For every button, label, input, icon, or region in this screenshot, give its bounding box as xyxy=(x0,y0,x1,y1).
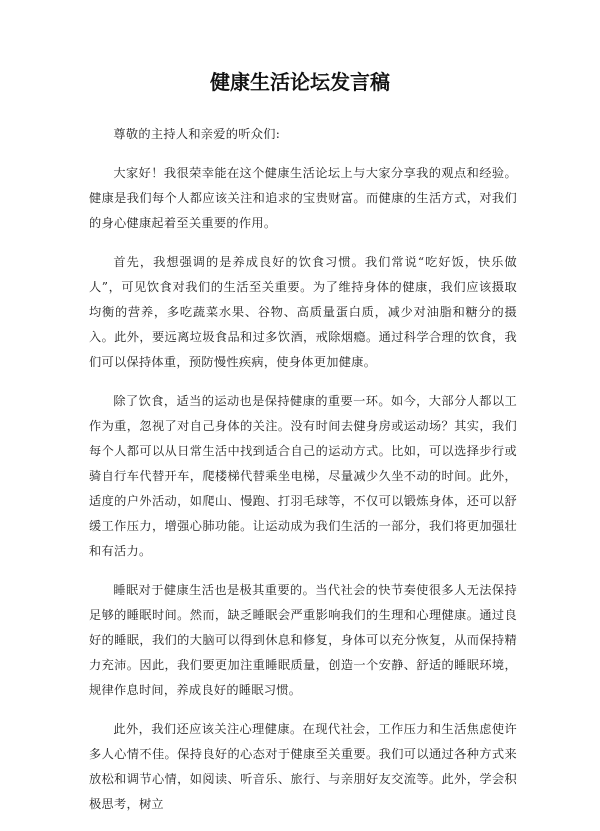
paragraph-exercise: 除了饮食，适当的运动也是保持健康的重要一环。如今，大部分人都以工作为重，忽视了对自己身体的关注。没有时间去健身房或运动场？其实，我们每个人都可以从日常生活中找到适合自己的运动方式。比如，可以选择步行或骑自行车代替开车，爬楼梯代替乘坐电梯，尽量减少久坐不动的时间。此外，适度的户外活动，如爬山、慢跑、打羽毛球等，不仅可以锻炼身体，还可以舒缓工作压力，增强心肺功能。让运动成为我们生活的一部分，我们将更加强壮和有活力。 xyxy=(89,394,517,558)
paragraph-diet: 首先，我想强调的是养成良好的饮食习惯。我们常说“吃好饭，快乐做人”，可见饮食对我们的生活至关重要。为了维持身体的健康，我们应该摄取均衡的营养，多吃蔬菜水果、谷物、高质量蛋白质，减少对油脂和糖分的摄入。此外，要远离垃圾食品和过多饮酒，戒除烟瘾。通过科学合理的饮食，我们可以保持体重，预防慢性疾病，使身体更加健康。 xyxy=(89,255,517,369)
paragraph-greeting: 大家好！我很荣幸能在这个健康生活论坛上与大家分享我的观点和经验。健康是我们每个人都应该关注和追求的宝贵财富。而健康的生活方式，对我们的身心健康起着至关重要的作用。 xyxy=(89,166,517,230)
page-title: 健康生活论坛发言稿 xyxy=(210,70,390,94)
paragraph-mental-health: 此外，我们还应该关注心理健康。在现代社会，工作压力和生活焦虑使许多人心情不佳。保持良好的心态对于健康至关重要。我们可以通过各种方式来放松和调节心情，如阅读、听音乐、旅行、与亲朋好友交流等。此外，学会积极思考，树立 xyxy=(89,722,517,811)
salutation: 尊敬的主持人和亲爱的听众们: xyxy=(113,127,281,141)
paragraph-sleep: 睡眠对于健康生活也是极其重要的。当代社会的快节奏使很多人无法保持足够的睡眠时间。然而，缺乏睡眠会严重影响我们的生理和心理健康。通过良好的睡眠，我们的大脑可以得到休息和修复，身体可以充分恢复，从而保持精力充沛。因此，我们要更加注重睡眠质量，创造一个安静、舒适的睡眠环境，规律作息时间，养成良好的睡眠习惯。 xyxy=(89,583,517,697)
speech-body xyxy=(89,122,517,831)
